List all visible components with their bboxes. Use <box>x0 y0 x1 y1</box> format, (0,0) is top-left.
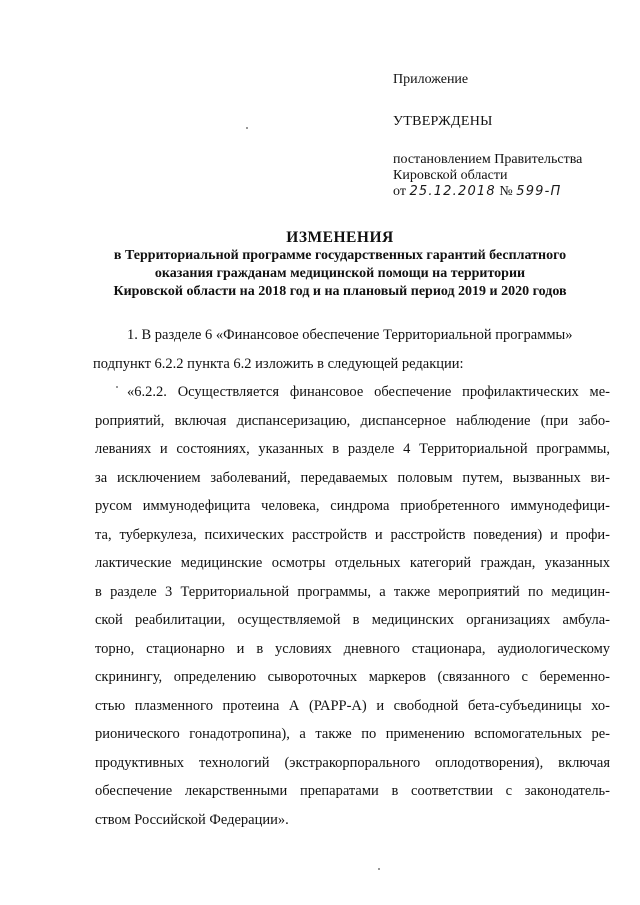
body-line: та, туберкулеза, психических расстройств и расстройств поведения) и профи- <box>95 526 610 543</box>
body-line: русом иммунодефицита человека, синдрома приобретенного иммунодефици- <box>95 498 610 514</box>
scan-speck <box>246 127 248 129</box>
body-line: подпункт 6.2.2 пункта 6.2 изложить в следующей редакции: <box>93 355 464 372</box>
decree-line-1: постановлением Правительства <box>393 152 583 167</box>
body-line: ской реабилитации, осуществляемой в медицинских организациях амбула- <box>95 612 610 628</box>
title-line-2: оказания гражданам медицинской помощи на территории <box>154 266 526 281</box>
decree-date: 25.12.2018 <box>409 184 496 199</box>
decree-line-2: Кировской области <box>393 168 508 183</box>
body-line: скринингу, определению сывороточных маркеров (связанного с беременно- <box>95 669 610 685</box>
title-line-3: Кировской области на 2018 год и на плановый период 2019 и 2020 годов <box>113 284 567 299</box>
body-line: «6.2.2. Осуществляется финансовое обеспечение профилактических ме- <box>127 384 610 400</box>
body-line: леваниях и состояниях, указанных в разделе 4 Территориальной программы, <box>95 441 610 457</box>
body-line: рионического гонадотропина), а также по применению вспомогательных ре- <box>95 726 610 742</box>
body-line: продуктивных технологий (экстракорпорального оплодотворения), включая <box>95 754 610 771</box>
decree-date-prefix: от <box>393 184 406 199</box>
appendix-label: Приложение <box>393 72 469 87</box>
approval-block <box>393 72 623 200</box>
body-line: стью плазменного протеина А (РАРР-А) и свободной бета-субъединицы хо- <box>95 697 610 714</box>
decree-date-line <box>393 184 623 200</box>
body-line: обеспечение лекарственными препаратами в соответствии с законодатель- <box>95 783 610 799</box>
body-line: за исключением заболеваний, передаваемых половым путем, вызванных ви- <box>95 469 610 486</box>
title-line-1: в Территориальной программе государственных гарантий бесплатного <box>113 248 567 263</box>
decree-number: 599-П <box>516 184 562 199</box>
body-line: лактические медицинские осмотры отдельных категорий граждан, указанных <box>95 555 610 571</box>
scan-speck <box>378 868 380 870</box>
approved-label: УТВЕРЖДЕНЫ <box>393 114 493 129</box>
decree-number-sign: № <box>499 184 513 199</box>
body-line: в разделе 3 Территориальной программы, а также мероприятий по медицин- <box>95 583 610 600</box>
body-line: торно, стационарно и в условиях дневного стационара, аудиологическому <box>95 640 610 657</box>
document-body <box>95 321 610 834</box>
body-line: ством Российской Федерации». <box>95 811 289 828</box>
title-heading: ИЗМЕНЕНИЯ <box>286 229 394 246</box>
body-line: роприятий, включая диспансеризацию, диспансерное наблюдение (при забо- <box>95 412 610 429</box>
decree-reference <box>393 152 623 200</box>
scan-speck <box>116 386 118 388</box>
body-line: 1. В разделе 6 «Финансовое обеспечение Территориальной программы» <box>127 327 573 343</box>
document-title <box>70 229 610 301</box>
